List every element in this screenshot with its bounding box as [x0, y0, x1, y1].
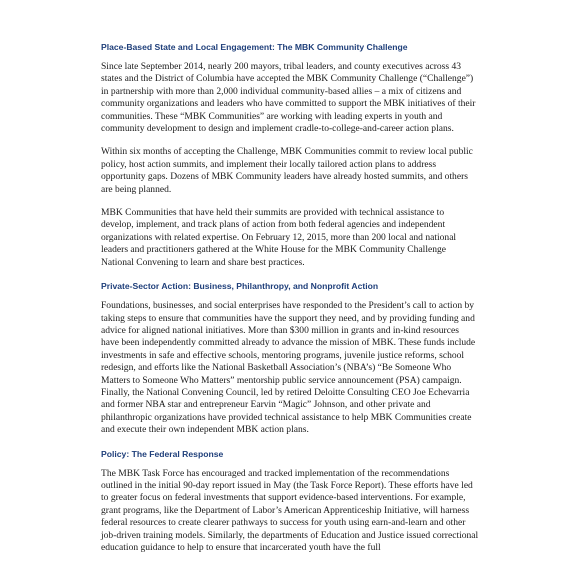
paragraph: Within six months of accepting the Challenge, MBK Communities commit to review local public policy, host action summits, and implement their locally tailored action plans to address opportunity gaps. Dozens of MBK Community leaders have already hosted summits, and others are being planned. — [101, 146, 473, 195]
document-body — [101, 41, 479, 554]
section-federal-response — [101, 448, 479, 555]
paragraph: Foundations, businesses, and social enterprises have responded to the President’s call to action by taking steps to ensure that communities have the support they need, and by providing funding and advice for aligned national initiatives. More than $300 million in grants and in-kind resources have been independently committed already to advance the mission of MBK. These funds include investments in safe and effective schools, mentoring programs, juvenile justice reforms, school redesign, and efforts like the National Basketball Association’s (NBA’s) “Be Someone Who Matters to Someone Who Matters” mentorship public service announcement (PSA) campaign. Finally, the National Convening Council, led by retired Deloitte Consulting CEO Joe Echevarria and former NBA star and entrepreneur Earvin “Magic” Johnson, and other private and philanthropic organizations have provided technical assistance to help MBK Communities create and execute their own independent MBK action plans. — [101, 300, 476, 436]
paragraph-gap — [101, 135, 479, 146]
section-gap — [101, 269, 479, 280]
paragraph: MBK Communities that have held their summits are provided with technical assistance to develop, implement, and track plans of action from both federal agencies and independent organizations with related expertise. On February 12, 2015, more than 200 local and national leaders and practitioners gathered at the White House for the MBK Community Challenge National Convening to learn and share best practices. — [101, 207, 457, 268]
section-heading: Private-Sector Action: Business, Philanthropy, and Nonprofit Action — [101, 281, 379, 292]
section-heading: Place-Based State and Local Engagement: The MBK Community Challenge — [101, 42, 408, 52]
section-community-challenge — [101, 41, 479, 269]
paragraph: Since late September 2014, nearly 200 mayors, tribal leaders, and county executives across 43 states and the District of Columbia have accepted the MBK Community Challenge (“Challenge”) in partnership with more than 2,000 individual community-based allies – a mix of citizens and community organizations and leaders who have committed to support the MBK initiatives of their communities. These “MBK Communities” are working with leading experts in youth and community development to design and implement cradle-to-college-and-career action plans. — [101, 61, 476, 135]
section-heading: Policy: The Federal Response — [101, 448, 224, 459]
paragraph-gap — [101, 196, 479, 207]
section-private-sector — [101, 280, 479, 436]
section-gap — [101, 437, 479, 448]
paragraph: The MBK Task Force has encouraged and tracked implementation of the recommendations outlined in the initial 90-day report issued in May (the Task Force Report). These efforts have led to greater focus on federal investments that support evidence-based interventions. For example, grant programs, like the Department of Labor’s American Apprenticeship Initiative, will harness federal resources to create clearer pathways to success for youth using earn-and-learn and other job-driven training models. Similarly, the departments of Education and Justice issued correctional education guidance to help to ensure that incarcerated youth have the full — [101, 467, 479, 553]
